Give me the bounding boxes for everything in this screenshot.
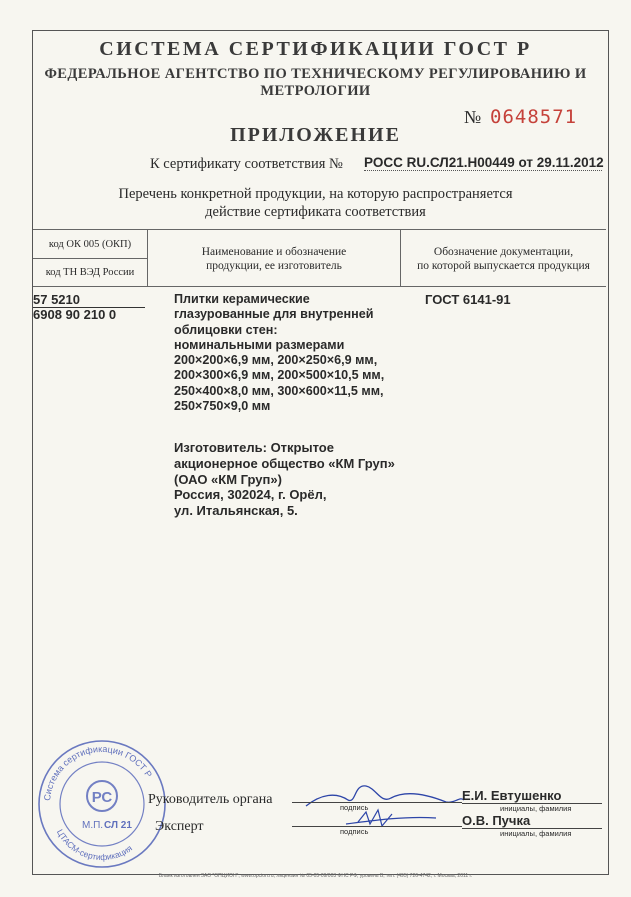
signature-line (292, 826, 462, 827)
product-line: глазурованные для внутренней (174, 307, 374, 322)
product-header-text (148, 245, 400, 273)
certificate-number: РОСС RU.СЛ21.Н00449 от 29.11.2012 (364, 155, 604, 170)
manufacturer-line: ул. Итальянская, 5. (174, 503, 298, 519)
product-line: номинальными размерами (174, 337, 345, 352)
table-header (33, 229, 606, 287)
product-line: 200×200×6,9 мм, 200×250×6,9 мм, (174, 353, 378, 368)
annex-title: ПРИЛОЖЕНИЕ (230, 124, 401, 146)
header-line: Обозначение документации, (433, 246, 574, 258)
okp-code: 57 5210 (33, 292, 145, 308)
initials-caption: инициалы, фамилия (500, 829, 572, 838)
stamp-seal-label: М.П. (82, 820, 104, 831)
system-title: СИСТЕМА СЕРТИФИКАЦИИ ГОСТ Р (99, 38, 532, 60)
header-line: Наименование и обозначение (201, 246, 347, 258)
initials-caption: инициалы, фамилия (500, 804, 572, 813)
manufacturer-line: (ОАО «КМ Груп») (174, 471, 282, 487)
product-list-title (0, 185, 631, 221)
manufacturer-line: Россия, 302024, г. Орёл, (174, 487, 327, 503)
stamp-bottom-text: ЦТАСМ-сертификация (54, 827, 134, 863)
manufacturer-line: акционерное общество «КМ Груп» (174, 455, 395, 471)
stamp-code: СЛ 21 (104, 820, 132, 831)
list-title-line: действие сертификата соответствия (205, 204, 426, 220)
manufacturer (174, 440, 434, 519)
print-footer: Бланк изготовлен ЗАО "ОПЦИОН", www.opcion.ru, лицензия № 05-05-09/003 ФНС РФ, уровень В, тел. (495) 726-4742, г. Москва, 2011 г. (158, 873, 473, 879)
head-of-body-label: Руководитель органа (148, 792, 273, 807)
expert-name: О.В. Пучка (462, 813, 531, 828)
product-line: 200×300×6,9 мм, 200×500×10,5 мм, (174, 368, 385, 383)
standard-document: ГОСТ 6141-91 (425, 292, 511, 307)
product-line: Плитки керамические (174, 292, 310, 306)
head-name: Е.И. Евтушенко (462, 788, 562, 803)
product-line: 250×750×9,0 мм (174, 399, 271, 414)
expert-label: Эксперт (155, 819, 204, 834)
product-line: облицовки стен: (174, 322, 278, 337)
signature-line (292, 802, 462, 803)
certificate-label: К сертификату соответствия № (150, 156, 343, 172)
header-line: по которой выпускается продукция (417, 260, 590, 272)
stamp-emblem-letters: РС (91, 789, 113, 806)
tnved-code: 6908 90 210 0 (33, 307, 117, 322)
product-line: 250×400×8,0 мм, 300×600×11,5 мм, (174, 383, 384, 398)
list-title-line: Перечень конкретной продукции, на которую распространяется (118, 186, 513, 202)
product-column-header (148, 230, 401, 286)
signature-image (296, 774, 471, 834)
signature-caption: подпись (340, 803, 369, 812)
agency-name: ФЕДЕРАЛЬНОЕ АГЕНТСТВО ПО ТЕХНИЧЕСКОМУ РЕГУЛИРОВАНИЮ И МЕТРОЛОГИИ (44, 66, 587, 99)
product-description (174, 292, 424, 414)
header-line: продукции, ее изготовитель (206, 260, 342, 272)
form-number: 0648571 (490, 106, 578, 128)
signature-caption: подпись (340, 827, 369, 836)
code-column-header (33, 230, 148, 286)
stamp-top-text: Система сертификации ГОСТ Р (42, 743, 154, 802)
document-column-header (401, 230, 606, 286)
form-number-label: № (464, 107, 482, 127)
header-divider (33, 258, 147, 259)
okp-code-header: код ОК 005 (ОКП) (48, 239, 132, 250)
document-header-text (401, 245, 606, 273)
manufacturer-line: Изготовитель: Открытое (174, 440, 334, 455)
tnved-code-header: код ТН ВЭД России (45, 267, 135, 278)
